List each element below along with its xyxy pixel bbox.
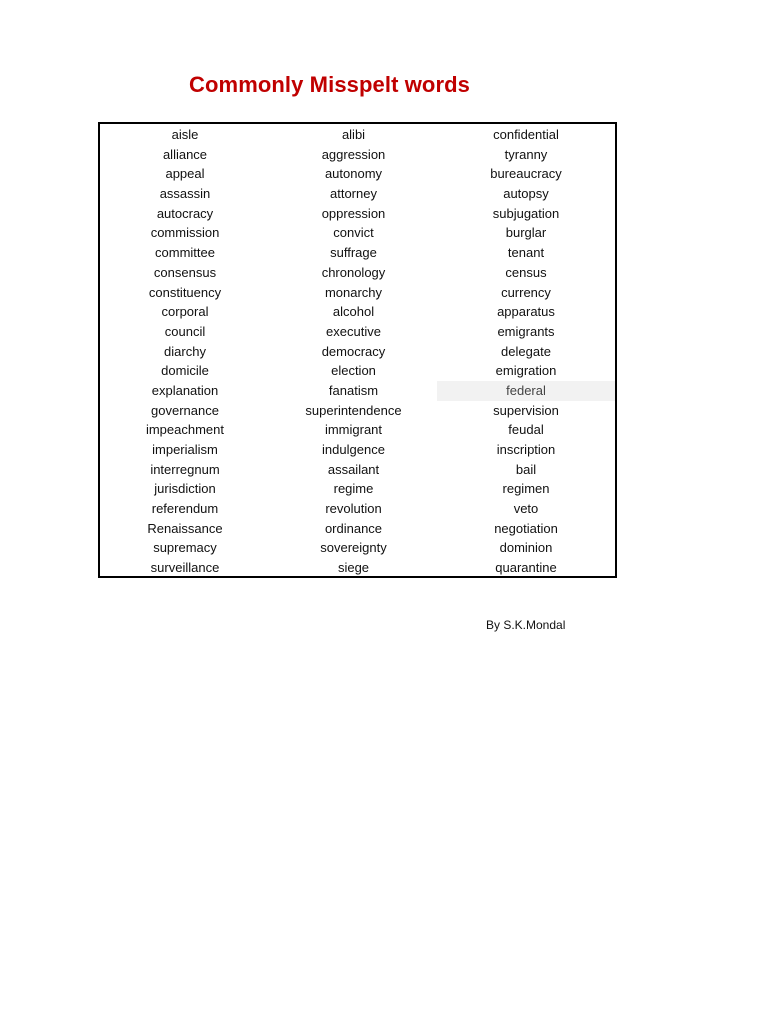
word-cell: executive <box>326 323 381 339</box>
word-table <box>98 122 617 578</box>
word-cell: apparatus <box>497 304 555 320</box>
table-row <box>100 243 615 263</box>
word-cell: autopsy <box>503 186 549 202</box>
table-row <box>100 420 615 440</box>
table-row <box>100 381 615 401</box>
word-cell: revolution <box>325 501 382 517</box>
table-row <box>100 223 615 243</box>
word-cell: autocracy <box>156 205 214 221</box>
word-cell: assassin <box>159 186 211 202</box>
table-row <box>100 145 615 165</box>
table-row <box>100 440 615 460</box>
word-cell: federal <box>437 381 615 401</box>
word-cell: superintendence <box>305 402 402 418</box>
word-cell: dominion <box>499 540 553 556</box>
table-row <box>100 184 615 204</box>
word-cell: imperialism <box>152 442 218 457</box>
word-cell: supremacy <box>153 540 217 556</box>
word-cell: suffrage <box>330 245 377 261</box>
word-cell: regime <box>333 481 374 497</box>
word-cell: alcohol <box>332 304 375 320</box>
table-row <box>100 460 615 480</box>
word-cell: autonomy <box>324 166 383 182</box>
word-cell: constituency <box>148 284 222 300</box>
word-cell: siege <box>337 560 370 576</box>
word-cell: corporal <box>161 304 209 320</box>
word-cell: aggression <box>321 146 386 162</box>
word-cell: alliance <box>162 146 208 162</box>
word-cell: council <box>164 323 206 339</box>
table-row <box>100 519 615 539</box>
author-credit: By S.K.Mondal <box>486 618 566 632</box>
word-cell: burglar <box>505 225 547 241</box>
word-cell: interregnum <box>150 461 220 477</box>
table-row <box>100 342 615 362</box>
word-cell: delegate <box>501 343 551 359</box>
word-cell: quarantine <box>495 560 557 576</box>
word-cell: subjugation <box>492 205 560 221</box>
word-cell: bureaucracy <box>490 166 562 182</box>
word-cell: committee <box>155 245 215 261</box>
word-cell: domicile <box>161 363 209 379</box>
table-row <box>100 322 615 342</box>
word-cell: diarchy <box>164 343 206 359</box>
word-cell: emigration <box>495 363 557 379</box>
word-cell: emigrants <box>497 323 555 339</box>
table-row <box>100 263 615 283</box>
word-cell: democracy <box>321 343 386 359</box>
word-cell: assailant <box>327 461 380 477</box>
word-cell: commission <box>150 225 220 241</box>
table-row <box>100 499 615 519</box>
word-cell: regimen <box>502 481 550 497</box>
word-cell: explanation <box>151 382 219 398</box>
word-cell: impeachment <box>145 422 225 438</box>
word-cell: feudal <box>508 422 544 438</box>
word-cell: governance <box>151 402 219 418</box>
table-row <box>100 283 615 303</box>
word-cell: tenant <box>507 245 545 261</box>
table-row <box>100 479 615 499</box>
table-row <box>100 558 615 578</box>
table-row <box>100 302 615 322</box>
table-row <box>100 538 615 558</box>
word-cell: fanatism <box>328 382 379 398</box>
word-cell: confidential <box>493 127 559 142</box>
word-cell: bail <box>515 461 537 477</box>
page-title: Commonly Misspelt words <box>189 72 471 97</box>
table-row <box>100 401 615 421</box>
word-cell: sovereignty <box>320 540 387 556</box>
word-cell: inscription <box>496 442 556 457</box>
table-row <box>100 204 615 224</box>
word-cell: surveillance <box>150 560 220 576</box>
word-cell: census <box>505 264 547 280</box>
table-row <box>100 125 615 145</box>
word-cell: attorney <box>330 186 377 202</box>
word-cell: Renaissance <box>147 520 223 536</box>
word-cell: aisle <box>171 127 199 142</box>
word-cell: chronology <box>321 264 386 280</box>
word-cell: tyranny <box>504 146 548 162</box>
word-cell: referendum <box>151 501 219 517</box>
word-cell: jurisdiction <box>154 481 216 497</box>
word-cell: indulgence <box>322 442 385 457</box>
word-cell: currency <box>501 284 551 300</box>
word-cell: election <box>331 363 376 379</box>
word-cell: negotiation <box>494 520 558 536</box>
word-cell: supervision <box>493 402 559 418</box>
word-cell: monarchy <box>324 284 383 300</box>
word-cell: appeal <box>165 166 205 182</box>
table-row <box>100 164 615 184</box>
word-cell: alibi <box>341 127 366 142</box>
word-cell: consensus <box>153 264 217 280</box>
word-cell: immigrant <box>324 422 383 438</box>
word-cell: ordinance <box>324 520 383 536</box>
word-cell: oppression <box>321 205 386 221</box>
word-cell: veto <box>513 501 539 517</box>
table-row <box>100 361 615 381</box>
word-cell: convict <box>333 225 374 241</box>
